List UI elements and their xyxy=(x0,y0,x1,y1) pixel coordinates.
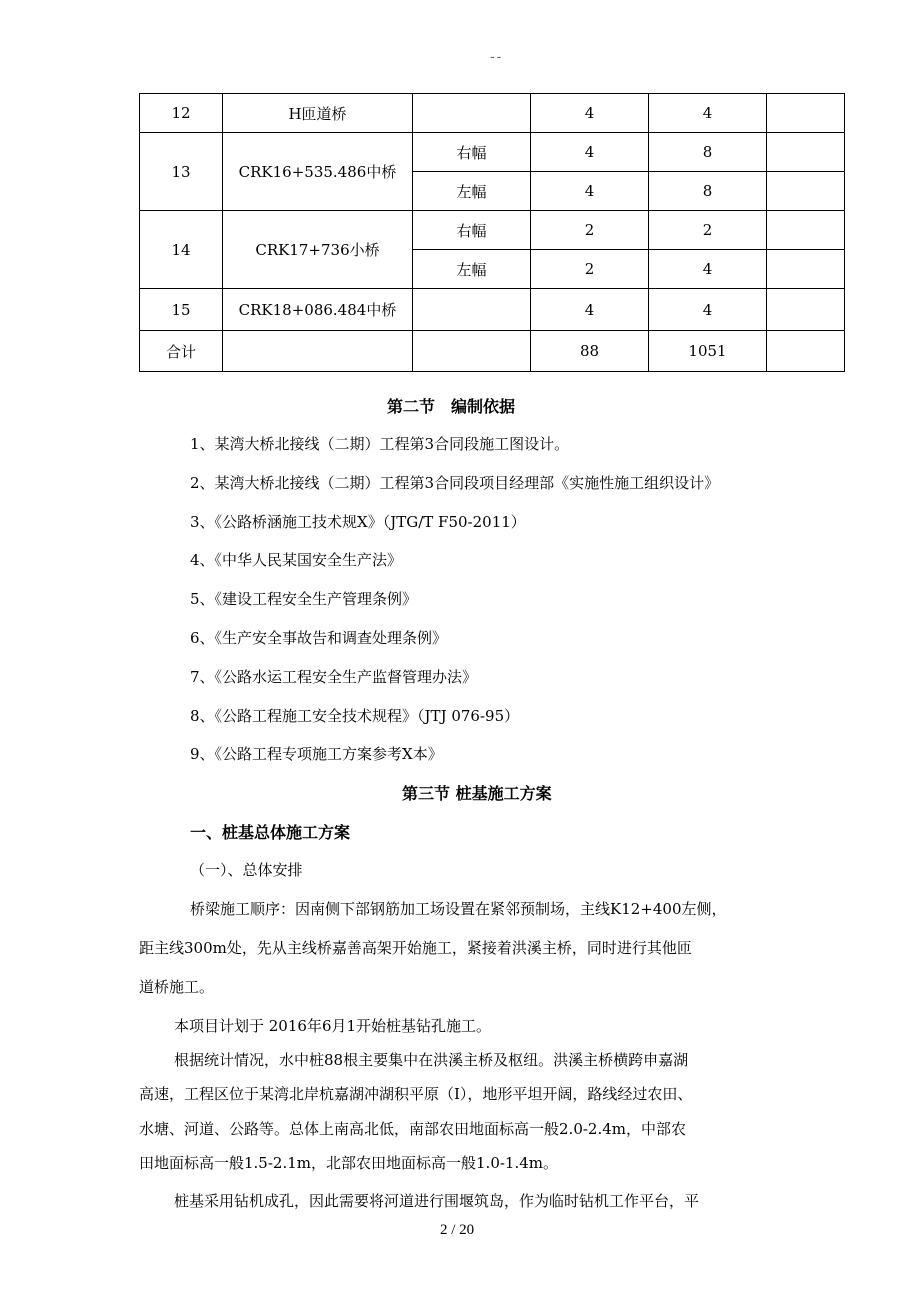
value-c xyxy=(767,172,845,211)
table-row xyxy=(140,133,845,172)
value-c xyxy=(767,250,845,289)
total-b: 1051 xyxy=(649,331,767,372)
value-b: 2 xyxy=(649,211,767,250)
basis-item: 5、《建设工程安全生产管理条例》 xyxy=(190,590,418,608)
side-cell xyxy=(413,94,531,133)
table-total-row xyxy=(140,331,845,372)
row-no: 12 xyxy=(140,94,223,133)
basis-item: 8、《公路工程施工安全技术规程》（JTJ 076-95） xyxy=(190,707,520,725)
side-cell: 左幅 xyxy=(413,172,531,211)
paragraph-line: 高速，工程区位于某湾北岸杭嘉湖冲湖积平原（I），地形平坦开阔，路线经过农田、 xyxy=(139,1085,693,1103)
value-b: 8 xyxy=(649,133,767,172)
paragraph-line: 距主线300m处，先从主线桥嘉善高架开始施工，紧接着洪溪主桥，同时进行其他匝 xyxy=(139,939,692,957)
total-label: 合计 xyxy=(140,331,223,372)
sub-subsection-title: （一）、总体安排 xyxy=(190,861,303,879)
basis-item: 2、某湾大桥北接线（二期）工程第3合同段项目经理部《实施性施工组织设计》 xyxy=(190,474,720,492)
bridge-name: CRK17+736小桥 xyxy=(223,211,413,289)
section2-title: 第二节 编制依据 xyxy=(387,397,516,416)
row-no: 13 xyxy=(140,133,223,211)
value-c xyxy=(767,94,845,133)
side-cell: 右幅 xyxy=(413,133,531,172)
header-mark: -- xyxy=(490,48,504,64)
side-cell: 右幅 xyxy=(413,211,531,250)
value-b: 8 xyxy=(649,172,767,211)
empty-cell xyxy=(223,331,413,372)
bridge-name: CRK18+086.484中桥 xyxy=(223,289,413,331)
value-a: 4 xyxy=(531,94,649,133)
total-a: 88 xyxy=(531,331,649,372)
value-a: 4 xyxy=(531,172,649,211)
basis-item: 7、《公路水运工程安全生产监督管理办法》 xyxy=(190,668,478,686)
value-c xyxy=(767,289,845,331)
paragraph-line: 根据统计情况，水中桩88根主要集中在洪溪主桥及枢纽。洪溪主桥横跨申嘉湖 xyxy=(174,1051,689,1069)
bridge-pile-table xyxy=(139,93,845,372)
side-cell xyxy=(413,289,531,331)
bridge-name: CRK16+535.486中桥 xyxy=(223,133,413,211)
paragraph-line: 桩基采用钻机成孔，因此需要将河道进行围堰筑岛，作为临时钻机工作平台，平 xyxy=(174,1192,700,1210)
basis-item: 9、《公路工程专项施工方案参考X本》 xyxy=(190,745,443,763)
value-a: 2 xyxy=(531,211,649,250)
value-b: 4 xyxy=(649,94,767,133)
empty-cell xyxy=(413,331,531,372)
value-b: 4 xyxy=(649,250,767,289)
value-c xyxy=(767,211,845,250)
paragraph-line: 桥梁施工顺序：因南侧下部钢筋加工场设置在紧邻预制场，主线K12+400左侧， xyxy=(190,900,727,918)
paragraph-line: 水塘、河道、公路等。总体上南高北低，南部农田地面标高一般2.0-2.4m，中部农 xyxy=(139,1120,687,1138)
bridge-name: H匝道桥 xyxy=(223,94,413,133)
paragraph-line: 本项目计划于 2016年6月1开始桩基钻孔施工。 xyxy=(174,1017,492,1035)
page-number: 2 / 20 xyxy=(440,1222,475,1238)
subsection-title: 一、桩基总体施工方案 xyxy=(190,823,351,842)
row-no: 14 xyxy=(140,211,223,289)
table-row xyxy=(140,289,845,331)
row-no: 15 xyxy=(140,289,223,331)
basis-item: 1、某湾大桥北接线（二期）工程第3合同段施工图设计。 xyxy=(190,435,570,453)
section3-title: 第三节 桩基施工方案 xyxy=(402,784,552,803)
table-row xyxy=(140,94,845,133)
side-cell: 左幅 xyxy=(413,250,531,289)
value-c xyxy=(767,133,845,172)
value-b: 4 xyxy=(649,289,767,331)
value-a: 4 xyxy=(531,133,649,172)
paragraph-line: 田地面标高一般1.5-2.1m，北部农田地面标高一般1.0-1.4m。 xyxy=(139,1154,559,1172)
value-a: 2 xyxy=(531,250,649,289)
basis-item: 4、《中华人民某国安全生产法》 xyxy=(190,551,403,569)
basis-item: 3、《公路桥涵施工技术规X》（JTG/T F50-2011） xyxy=(190,513,526,531)
paragraph-line: 道桥施工。 xyxy=(139,978,215,996)
table-row xyxy=(140,211,845,250)
basis-item: 6、《生产安全事故告和调查处理条例》 xyxy=(190,629,448,647)
value-a: 4 xyxy=(531,289,649,331)
empty-cell xyxy=(767,331,845,372)
